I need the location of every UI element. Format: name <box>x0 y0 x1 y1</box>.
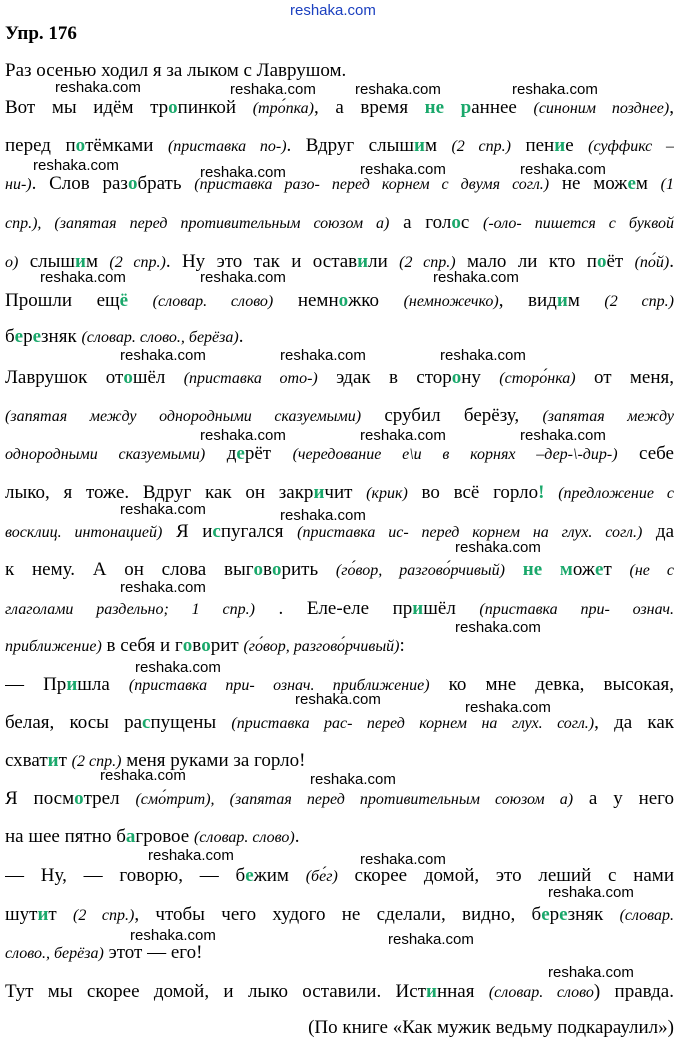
highlighted-letter: и <box>426 981 437 1002</box>
line-text: Раз осенью ходил я за лыком с Лаврушом. <box>5 60 347 81</box>
text-line <box>5 366 674 391</box>
highlighted-letter: не <box>522 559 543 580</box>
line-text: м <box>635 173 661 194</box>
grammar-note: (словар. <box>619 907 674 924</box>
line-text: — Пр <box>5 674 67 695</box>
line-text: , а время <box>314 97 425 118</box>
highlighted-letter: о <box>123 367 133 388</box>
text-line <box>5 558 674 583</box>
text-line <box>5 903 674 928</box>
line-text: жко <box>348 290 404 311</box>
site-watermark-link[interactable]: reshaka.com <box>290 2 376 19</box>
line-text: , да как <box>594 712 674 733</box>
site-watermark: reshaka.com <box>120 347 206 364</box>
grammar-note: (по́й) <box>634 254 670 271</box>
site-watermark: reshaka.com <box>120 501 206 518</box>
highlighted-letter: и <box>554 135 566 156</box>
grammar-note: (приставка ис- перед корнем на глух. согл.) <box>297 524 643 541</box>
site-watermark: reshaka.com <box>388 931 474 948</box>
line-text: на шее пятно б <box>5 826 126 847</box>
highlighted-letter: е <box>14 326 24 347</box>
highlighted-letter: о <box>182 635 193 656</box>
text-line <box>5 96 674 121</box>
line-text: в себя и г <box>101 635 183 656</box>
line-text: , чтобы чего худого не сделали, видно, б <box>134 904 542 925</box>
line-text: зняк <box>41 326 82 347</box>
line-text: мало ли кто п <box>455 251 597 272</box>
line-text: шла <box>77 674 129 695</box>
line-text: чит <box>324 482 367 503</box>
grammar-note: (приставка разо- перед корнем с двумя согл.) <box>194 176 550 193</box>
site-watermark: reshaka.com <box>512 81 598 98</box>
grammar-note: (запятая между однородными сказуемыми) <box>5 408 362 425</box>
grammar-note: (2 спр.) <box>73 907 135 924</box>
text-line <box>5 211 674 236</box>
site-watermark: reshaka.com <box>33 157 119 174</box>
line-text: . Ну это так и остав <box>165 251 358 272</box>
grammar-note: (приставка при- означ. <box>479 601 674 618</box>
line-text: . Слов раз <box>31 173 128 194</box>
grammar-note: (крик) <box>366 485 408 502</box>
site-watermark: reshaka.com <box>520 161 606 178</box>
site-watermark: reshaka.com <box>120 579 206 596</box>
line-text: да <box>642 521 674 542</box>
line-text: жим <box>253 865 306 886</box>
line-text: м <box>85 251 110 272</box>
line-text: рёт <box>244 443 293 464</box>
site-watermark: reshaka.com <box>520 427 606 444</box>
highlighted-letter: о <box>451 367 462 388</box>
line-text: Лаврушок от <box>5 367 124 388</box>
highlighted-letter: е <box>245 865 254 886</box>
line-text: б <box>5 326 15 347</box>
highlighted-letter: не р <box>424 97 472 118</box>
grammar-note: (не с <box>629 562 674 579</box>
line-text: ну <box>461 367 500 388</box>
site-watermark: reshaka.com <box>548 964 634 981</box>
line-text <box>544 482 558 503</box>
line-text: перед п <box>5 135 76 156</box>
grammar-note: (го́вор, разгово́рчивый) <box>243 638 400 655</box>
highlighted-letter: о <box>338 290 349 311</box>
grammar-note: (2 спр.) <box>451 138 511 155</box>
site-watermark: reshaka.com <box>280 347 366 364</box>
text-line <box>5 711 674 736</box>
line-text: р <box>549 904 560 925</box>
grammar-note: (приставка по-) <box>167 138 287 155</box>
site-watermark: reshaka.com <box>55 79 141 96</box>
highlighted-letter: с <box>212 521 221 542</box>
highlighted-letter: и <box>66 674 78 695</box>
grammar-note: однородными сказуемыми) <box>5 446 206 463</box>
line-text: — Ну, — говорю, — б <box>5 865 246 886</box>
site-watermark: reshaka.com <box>200 164 286 181</box>
line-text: брать <box>137 173 195 194</box>
line-text: рить <box>281 559 336 580</box>
line-text: Я и <box>162 521 213 542</box>
highlighted-letter: ! <box>538 482 545 503</box>
line-text: ко мне девка, высокая, <box>429 674 674 695</box>
line-text: пущены <box>150 712 232 733</box>
highlighted-letter: и <box>414 135 425 156</box>
line-text: д <box>205 443 237 464</box>
grammar-note: (чередование е\и в корнях –дер-\-дир-) <box>292 446 618 463</box>
text-line <box>5 404 674 429</box>
grammar-note: глаголами раздельно; 1 спр.) <box>5 601 255 618</box>
highlighted-letter: о <box>127 173 138 194</box>
grammar-note: (сторо́нка) <box>499 370 576 387</box>
line-text: аннее <box>471 97 534 118</box>
grammar-note: о) <box>5 254 19 271</box>
grammar-note: (-оло- пишется с буквой <box>483 215 674 232</box>
text-line <box>5 825 674 850</box>
site-watermark: reshaka.com <box>230 81 316 98</box>
line-text: себе <box>617 443 674 464</box>
grammar-note: (приставка рас- перед корнем на глух. согл.) <box>231 715 595 732</box>
grammar-note: (приставка при- означ. приближение) <box>128 677 430 694</box>
line-text: а гол <box>389 212 452 233</box>
site-watermark: reshaka.com <box>548 884 634 901</box>
site-watermark: reshaka.com <box>455 619 541 636</box>
line-text: в <box>263 559 272 580</box>
highlighted-letter: о <box>272 559 282 580</box>
line-text: е <box>565 135 589 156</box>
site-watermark: reshaka.com <box>360 851 446 868</box>
line-text: (По книге «Как мужик ведьму подкараулил») <box>308 1017 674 1038</box>
site-watermark: reshaka.com <box>130 927 216 944</box>
line-text: ож <box>572 559 596 580</box>
site-watermark: reshaka.com <box>440 347 526 364</box>
line-text: Прошли ещ <box>5 290 120 311</box>
line-text: зняк <box>567 904 620 925</box>
line-text: р <box>23 326 33 347</box>
grammar-note: (словар. слово., берёза) <box>81 329 239 346</box>
line-text: слыш <box>18 251 76 272</box>
line-text: , вид <box>498 290 557 311</box>
site-watermark: reshaka.com <box>100 767 186 784</box>
line-text: т <box>48 904 74 925</box>
line-text: нная <box>436 981 489 1002</box>
line-text: шут <box>5 904 38 925</box>
grammar-note: (го́вор, разгово́рчивый) <box>335 562 505 579</box>
site-watermark: reshaka.com <box>40 269 126 286</box>
line-text: . <box>294 826 300 847</box>
text-line <box>5 980 674 1005</box>
site-watermark: reshaka.com <box>280 507 366 524</box>
line-text: во всё горло <box>407 482 539 503</box>
line-text: тёмками <box>85 135 168 156</box>
exercise-title: Упр. 176 <box>5 23 77 44</box>
highlighted-letter: и <box>37 904 49 925</box>
highlighted-letter: е <box>595 559 604 580</box>
line-text: схват <box>5 750 48 771</box>
grammar-note: (словар. слово <box>488 984 594 1001</box>
line-text <box>542 559 560 580</box>
grammar-note: (запятая между <box>542 408 674 425</box>
text-line <box>5 941 674 966</box>
highlighted-letter: а <box>125 826 136 847</box>
line-text: меня руками за горло! <box>121 750 306 771</box>
highlighted-letter: м <box>559 559 573 580</box>
site-watermark: reshaka.com <box>360 427 446 444</box>
line-text: немн <box>273 290 339 311</box>
grammar-note: (2 спр.) <box>71 753 122 770</box>
highlighted-letter: е <box>32 326 42 347</box>
highlighted-letter: с <box>142 712 151 733</box>
line-text: пугался <box>220 521 298 542</box>
line-text: трел <box>83 788 136 809</box>
line-text: к нему. А он слова выг <box>5 559 254 580</box>
text-line <box>5 442 674 467</box>
line-text: в <box>192 635 202 656</box>
line-text: ёт <box>606 251 635 272</box>
highlighted-letter: о <box>168 97 178 118</box>
grammar-note: (синоним позднее) <box>533 100 670 117</box>
highlighted-letter: и <box>556 290 568 311</box>
site-watermark: reshaka.com <box>360 161 446 178</box>
line-text: рит <box>210 635 244 656</box>
line-text: с <box>460 212 483 233</box>
line-text: белая, косы ра <box>5 712 143 733</box>
text-line <box>5 134 674 159</box>
line-text: срубил берёзу, <box>361 405 543 426</box>
highlighted-letter: о <box>201 635 211 656</box>
site-watermark: reshaka.com <box>295 691 381 708</box>
grammar-note: (2 спр.) <box>604 293 674 310</box>
site-watermark: reshaka.com <box>200 427 286 444</box>
line-text: шёл <box>423 598 480 619</box>
line-text: пинкой <box>177 97 253 118</box>
text-line <box>5 597 674 622</box>
grammar-note: (смо́трит), (запятая перед противительным союзом а) <box>135 791 574 808</box>
grammar-note: (1 <box>660 176 674 193</box>
line-text: скорее домой, это леший с нами <box>337 865 674 886</box>
line-text <box>505 559 523 580</box>
line-text: Тут мы скорее домой, и лыко оставили. Ист <box>5 981 427 1002</box>
line-text: лыко, я тоже. Вдруг как он закр <box>5 482 314 503</box>
line-text: м <box>424 135 452 156</box>
highlighted-letter: о <box>451 212 461 233</box>
grammar-note: (немножечко) <box>403 293 499 310</box>
line-text: . Вдруг слыш <box>286 135 414 156</box>
line-text: а у него <box>573 788 674 809</box>
line-text: гровое <box>135 826 194 847</box>
highlighted-letter: ё <box>119 290 129 311</box>
grammar-note: слово., берёза) <box>5 945 104 962</box>
line-text: т <box>58 750 72 771</box>
line-text: , <box>669 97 674 118</box>
line-text: эдак в стор <box>317 367 452 388</box>
site-watermark: reshaka.com <box>455 539 541 556</box>
grammar-note: (бе́г) <box>305 868 338 885</box>
grammar-note: спр.), (запятая перед противительным союзом а) <box>5 215 390 232</box>
grammar-note: (тро́пка) <box>252 100 314 117</box>
line-text: Я посм <box>5 788 75 809</box>
highlighted-letter: о <box>596 251 607 272</box>
line-text: м <box>567 290 605 311</box>
grammar-note: (приставка ото-) <box>183 370 318 387</box>
grammar-note: (суффикс – <box>588 138 674 155</box>
grammar-note: ни-) <box>5 176 32 193</box>
highlighted-letter: е <box>627 173 636 194</box>
line-text: ) правда. <box>593 981 674 1002</box>
site-watermark: reshaka.com <box>465 699 551 716</box>
line-text: пен <box>510 135 555 156</box>
grammar-note: восклиц. интонацией) <box>5 524 163 541</box>
line-text: этот — его! <box>103 942 203 963</box>
site-watermark: reshaka.com <box>433 269 519 286</box>
line-text: Вот мы идём тр <box>5 97 169 118</box>
line-text: шёл <box>132 367 184 388</box>
grammar-note: (словар. слово) <box>152 293 274 310</box>
line-text: : <box>399 635 405 656</box>
line-text: т <box>603 559 630 580</box>
highlighted-letter: е <box>541 904 550 925</box>
highlighted-letter: о <box>253 559 264 580</box>
line-text: от меня, <box>575 367 674 388</box>
text-line <box>5 787 674 812</box>
highlighted-letter: о <box>75 135 86 156</box>
highlighted-letter: и <box>357 251 369 272</box>
highlighted-letter: и <box>313 482 325 503</box>
highlighted-letter: е <box>236 443 245 464</box>
text-line <box>5 289 674 314</box>
line-text <box>128 290 153 311</box>
highlighted-letter: и <box>47 750 59 771</box>
site-watermark: reshaka.com <box>200 269 286 286</box>
highlighted-letter: е <box>559 904 568 925</box>
site-watermark: reshaka.com <box>355 81 441 98</box>
line-text: . <box>669 251 674 272</box>
site-watermark: reshaka.com <box>148 847 234 864</box>
text-line <box>5 1016 674 1040</box>
site-watermark: reshaka.com <box>310 771 396 788</box>
grammar-note: (предложение с <box>558 485 674 502</box>
highlighted-letter: о <box>74 788 84 809</box>
grammar-note: (2 спр.) <box>109 254 166 271</box>
grammar-note: (2 спр.) <box>399 254 456 271</box>
line-text: ли <box>368 251 400 272</box>
grammar-note: (словар. слово) <box>193 829 295 846</box>
text-line <box>5 481 674 506</box>
line-text: . Еле-еле пр <box>254 598 413 619</box>
grammar-note: приближение) <box>5 638 102 655</box>
site-watermark: reshaka.com <box>135 659 221 676</box>
text-line <box>5 634 674 659</box>
line-text: . <box>238 326 244 347</box>
line-text: не мож <box>549 173 628 194</box>
highlighted-letter: и <box>75 251 86 272</box>
highlighted-letter: и <box>412 598 424 619</box>
